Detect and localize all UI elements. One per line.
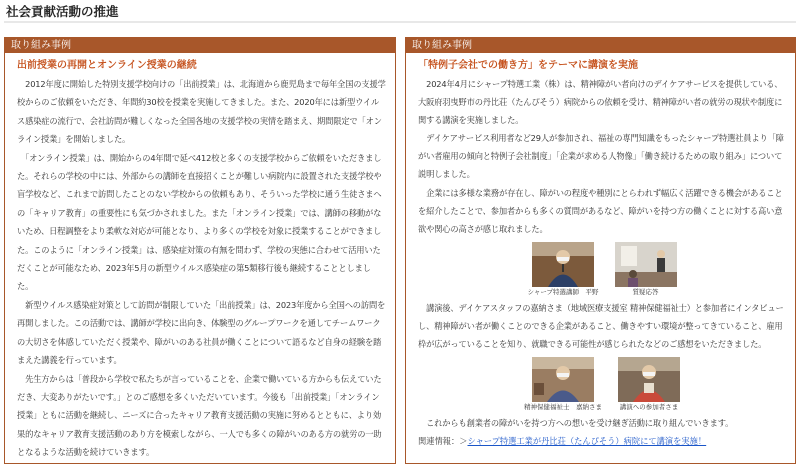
photo-item <box>524 357 602 412</box>
social-worker-photo <box>532 357 594 402</box>
case-study-card-online-classes <box>4 37 396 464</box>
card-heading: 出前授業の再開とオンライン授業の継続 <box>17 60 197 71</box>
related-article-link[interactable]: シャープ特選工業が丹比荘（たんぴそう）病院にて講演を実施！ <box>467 436 707 447</box>
photo-caption: 精神保健福祉士 嘉納さま <box>524 403 602 412</box>
card-header: 取り組み事例 <box>406 38 795 53</box>
paragraph: 「オンライン授業」は、開始からの4年間で延べ412校と多くの支援学校からご依頼をいただきました。それらの学校の中には、外部からの講師を直接招くことが難しい病院内に設置された支援学校や盲学校など、これまで訪問したことのない学校からの依頼もあり、そういった学校に通う生徒さまへの「キャリア教育」の重要性にも気づかされました。また「オンライン授業」では、講師の移動がないため、日程調整をより柔軟な対応が可能となり、より多くの学校を対象に授業することができました。このように「オンライン授業」は、感染症対策の有無を問わず、学校の実態に合わせて活用いただくことが可能なため、2023年5月の新型ウイルス感染症の第5類移行後も継続することとしました。 <box>17 152 382 292</box>
page-title: 社会貢献活動の推進 <box>6 4 119 19</box>
card-body <box>406 53 795 449</box>
card-header: 取り組み事例 <box>5 38 395 53</box>
paragraph: 2012年度に開始した特別支援学校向けの「出前授業」は、北海道から鹿児島まで毎年全国の支援学校からのご依頼をいただき、年間約30校を授業を実施してきました。また、2020年には新型ウイルス感染症の流行で、会社訪問が難しくなった全国各地の支援学校の実情を踏まえ、期間限定で「オンライン授業」を開始しました。 <box>17 79 386 145</box>
paragraph: 2024年4月にシャープ特選工業（株）は、精神障がい者向けのデイケアサービスを提供している、大阪府羽曳野市の丹比荘（たんぴそう）病院からの依頼を受け、精神障がい者の就労の現状や制度に関する講演を実施しました。 <box>418 79 783 126</box>
photo-item <box>618 357 680 412</box>
card-body <box>5 53 395 462</box>
photo-item <box>527 242 598 297</box>
title-divider <box>4 21 796 23</box>
paragraph: 先生方からは「普段から学校で私たちが言っていることを、企業で働いている方からも伝えていただき、大変ありがたいです。」とのご感想を多くいただいています。今後も「出前授業」「オンライン授業」ともに活動を継続し、ニーズに合ったキャリア教育支援活動の実施に努めるとともに、より効果的なキャリア教育支援活動のあり方を模索しながら、一人でも多くの障がいのある方の就労の一助となるような活動を続けていきます。 <box>17 373 382 458</box>
photo-row-interview <box>418 357 786 412</box>
qa-session-photo <box>615 242 677 287</box>
photo-item <box>615 242 677 297</box>
photo-caption: 講演への参加者さま <box>619 403 679 412</box>
related-info <box>418 433 786 449</box>
paragraph: 企業には多様な業務が存在し、障がいの程度や種別にとらわれず幅広く活躍できる機会があることを紹介したことで、参加者からも多くの質問があるなど、障がいを持つ方の働くことに対する高い意欲や関心の高さが感じ取れました。 <box>418 187 783 234</box>
paragraph: デイケアサービス利用者など29人が参加され、福祉の専門知識をもったシャープ特選社員より「障がい者雇用の傾向と特例子会社制度」「企業が求める人物像」「働き続けるための取り組み」について説明しました。 <box>418 133 784 180</box>
related-info-label: 関連情報：＞ <box>418 436 468 447</box>
photo-caption: 質疑応答 <box>632 287 659 296</box>
paragraph: 新型ウイルス感染症対策として訪問が制限していた「出前授業」は、2023年度から全国への訪問を再開しました。この活動では、講師が学校に出向き、体験型のグループワークを通してチームワークの大切さを体感していただく授業や、障がいのある社員が働くことについて語るなど自身の経験を踏まえた講義を行っています。 <box>17 299 386 366</box>
photo-row-lecture <box>418 242 786 297</box>
photo-caption: シャープ特選講師 平野 <box>527 287 599 296</box>
paragraph: 講演後、デイケアスタッフの嘉納さま（地域医療支援室 精神保健福祉士）と参加者にインタビューし、精神障がい者が働くことのできる企業があること、働きやすい環境が整ってきていること、雇用枠が広がっていることを知り、就職できる可能性が感じられたなどのご感想をいただきました。 <box>418 302 784 350</box>
case-study-card-lecture <box>405 37 796 464</box>
closing-paragraph: これからも創業者の障がいを持つ方への想いを受け継ぎ活動に取り組んでいきます。 <box>426 418 734 429</box>
participant-photo <box>618 357 680 402</box>
lecturer-photo <box>532 242 594 287</box>
card-heading: 「特例子会社での働き方」をテーマに講演を実施 <box>418 60 638 71</box>
